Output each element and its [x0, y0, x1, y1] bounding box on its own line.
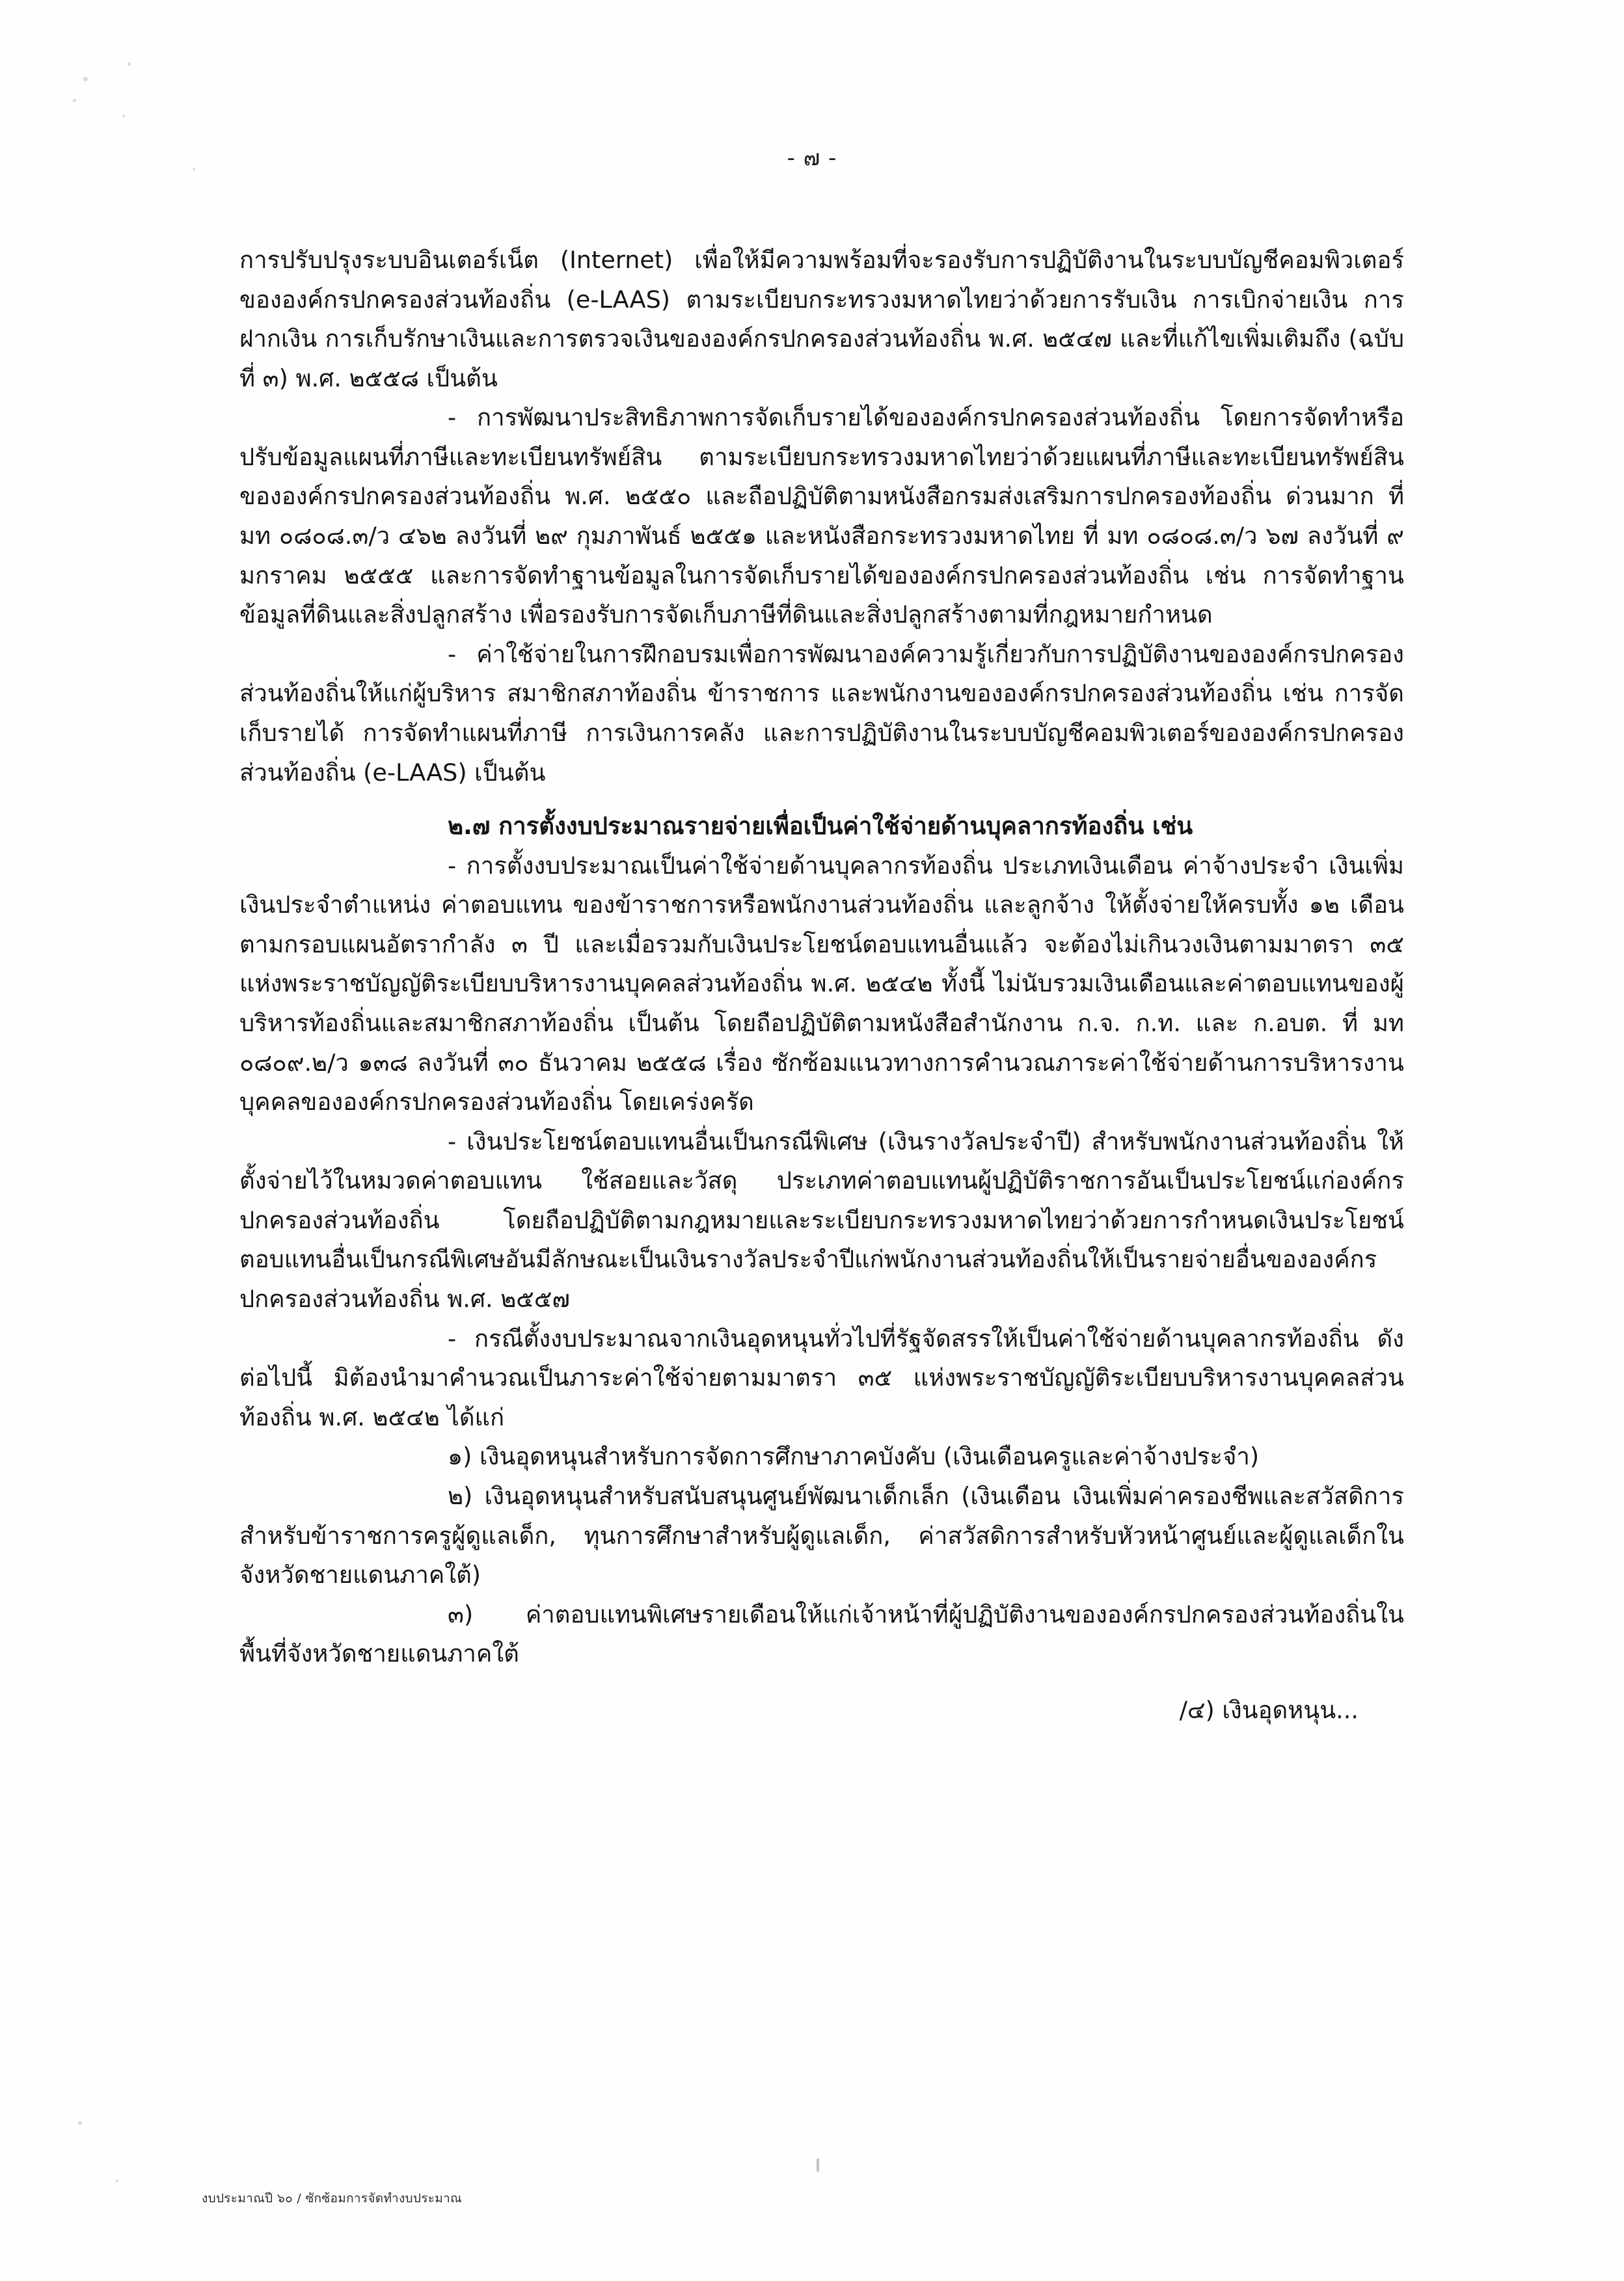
scan-speck: [122, 115, 125, 117]
document-body: [239, 241, 1404, 1730]
scan-speck: [128, 62, 131, 66]
page-number: - ๗ -: [787, 145, 837, 171]
paragraph-6: - กรณีตั้งงบประมาณจากเงินอุดหนุนทั่วไปที่รัฐจัดสรรให้เป็นค่าใช้จ่ายด้านบุคลากรท้องถิ่น ดังต่อไปนี้ มิต้องนำมาคำนวณเป็นภาระค่าใช้จ่ายตามมาตรา ๓๕ แห่งพระราชบัญญัติระเบียบบริหารงานบุคคลส่วนท้องถิ่น พ.ศ. ๒๕๔๒ ได้แก่: [239, 1324, 1404, 1431]
section-heading-2-7: ๒.๗ การตั้งงบประมาณรายจ่ายเพื่อเป็นค่าใช้จ่ายด้านบุคลากรท้องถิ่น เช่น: [448, 812, 1193, 841]
continuation-note: /๔) เงินอุดหนุน...: [1179, 1695, 1359, 1724]
list-item-3: ๓) ค่าตอบแทนพิเศษรายเดือนให้แก่เจ้าหน้าที่ผู้ปฏิบัติงานขององค์กรปกครองส่วนท้องถิ่นในพื้นที่จังหวัดชายแดนภาคใต้: [239, 1600, 1404, 1668]
scan-speck: [83, 77, 88, 81]
paragraph-4: - การตั้งงบประมาณเป็นค่าใช้จ่ายด้านบุคลากรท้องถิ่น ประเภทเงินเดือน ค่าจ้างประจำ เงินเพิ่ม เงินประจำตำแหน่ง ค่าตอบแทน ของข้าราชการหรือพนักงานส่วนท้องถิ่น และลูกจ้าง ให้ตั้งจ่ายให้ครบทั้ง ๑๒ เดือน ตามกรอบแผนอัตรากำลัง ๓ ปี และเมื่อรวมกับเงินประโยชน์ตอบแทนอื่นแล้ว จะต้องไม่เกินวงเงินตามมาตรา ๓๕ แห่งพระราชบัญญัติระเบียบบริหารงานบุคคลส่วนท้องถิ่น พ.ศ. ๒๕๔๒ ทั้งนี้ ไม่นับรวมเงินเดือนและค่าตอบแทนของผู้บริหารท้องถิ่นและสมาชิกสภาท้องถิ่น เป็นต้น โดยถือปฏิบัติตามหนังสือสำนักงาน ก.จ. ก.ท. และ ก.อบต. ที่ มท ๐๘๐๙.๒/ว ๑๓๘ ลงวันที่ ๓๐ ธันวาคม ๒๕๕๘ เรื่อง ซักซ้อมแนวทางการคำนวณภาระค่าใช้จ่ายด้านการบริหารงานบุคคลขององค์กรปกครองส่วนท้องถิ่น โดยเคร่งครัด: [239, 851, 1404, 1116]
paragraph-2: - การพัฒนาประสิทธิภาพการจัดเก็บรายได้ขององค์กรปกครองส่วนท้องถิ่น โดยการจัดทำหรือปรับข้อมูลแผนที่ภาษีและทะเบียนทรัพย์สิน ตามระเบียบกระทรวงมหาดไทยว่าด้วยแผนที่ภาษีและทะเบียนทรัพย์สินขององค์กรปกครองส่วนท้องถิ่น พ.ศ. ๒๕๕๐ และถือปฏิบัติตามหนังสือกรมส่งเสริมการปกครองท้องถิ่น ด่วนมาก ที่ มท ๐๘๐๘.๓/ว ๔๖๒ ลงวันที่ ๒๙ กุมภาพันธ์ ๒๕๕๑ และหนังสือกระทรวงมหาดไทย ที่ มท ๐๘๐๘.๓/ว ๖๗ ลงวันที่ ๙ มกราคม ๒๕๕๕ และการจัดทำฐานข้อมูลในการจัดเก็บรายได้ขององค์กรปกครองส่วนท้องถิ่น เช่น การจัดทำฐานข้อมูลที่ดินและสิ่งปลูกสร้าง เพื่อรองรับการจัดเก็บภาษีที่ดินและสิ่งปลูกสร้างตามที่กฎหมายกำหนด: [239, 403, 1404, 629]
page-footer: งบประมาณปี ๖๐ / ซักซ้อมการจัดทำงบประมาณ: [202, 2191, 462, 2206]
scan-mark: [817, 2159, 819, 2172]
paragraph-1: การปรับปรุงระบบอินเตอร์เน็ต (Internet) เพื่อให้มีความพร้อมที่จะรองรับการปฏิบัติงานในระบบบัญชีคอมพิวเตอร์ขององค์กรปกครองส่วนท้องถิ่น (e-LAAS) ตามระเบียบกระทรวงมหาดไทยว่าด้วยการรับเงิน การเบิกจ่ายเงิน การฝากเงิน การเก็บรักษาเงินและการตรวจเงินขององค์กรปกครองส่วนท้องถิ่น พ.ศ. ๒๕๔๗ และที่แก้ไขเพิ่มเติมถึง (ฉบับที่ ๓) พ.ศ. ๒๕๕๘ เป็นต้น: [239, 246, 1404, 392]
list-item-1: ๑) เงินอุดหนุนสำหรับการจัดการศึกษาภาคบังคับ (เงินเดือนครูและค่าจ้างประจำ): [448, 1442, 1260, 1471]
scan-speck: [116, 2180, 118, 2182]
list-item-2: ๒) เงินอุดหนุนสำหรับสนับสนุนศูนย์พัฒนาเด็กเล็ก (เงินเดือน เงินเพิ่มค่าครองชีพและสวัสดิการ สำหรับข้าราชการครูผู้ดูแลเด็ก, ทุนการศึกษาสำหรับผู้ดูแลเด็ก, ค่าสวัสดิการสำหรับหัวหน้าศูนย์และผู้ดูแลเด็กในจังหวัดชายแดนภาคใต้): [239, 1481, 1404, 1589]
paragraph-5: - เงินประโยชน์ตอบแทนอื่นเป็นกรณีพิเศษ (เงินรางวัลประจำปี) สำหรับพนักงานส่วนท้องถิ่น ให้ตั้งจ่ายไว้ในหมวดค่าตอบแทน ใช้สอยและวัสดุ ประเภทค่าตอบแทนผู้ปฏิบัติราชการอันเป็นประโยชน์แก่องค์กรปกครองส่วนท้องถิ่น โดยถือปฏิบัติตามกฎหมายและระเบียบกระทรวงมหาดไทยว่าด้วยการกำหนดเงินประโยชน์ตอบแทนอื่นเป็นกรณีพิเศษอันมีลักษณะเป็นเงินรางวัลประจำปีแก่พนักงานส่วนท้องถิ่นให้เป็นรายจ่ายอื่นขององค์กรปกครองส่วนท้องถิ่น พ.ศ. ๒๕๕๗: [239, 1127, 1404, 1314]
paragraph-3: - ค่าใช้จ่ายในการฝึกอบรมเพื่อการพัฒนาองค์ความรู้เกี่ยวกับการปฏิบัติงานขององค์กรปกครองส่วนท้องถิ่นให้แก่ผู้บริหาร สมาชิกสภาท้องถิ่น ข้าราชการ และพนักงานขององค์กรปกครองส่วนท้องถิ่น เช่น การจัดเก็บรายได้ การจัดทำแผนที่ภาษี การเงินการคลัง และการปฏิบัติงานในระบบบัญชีคอมพิวเตอร์ขององค์กรปกครองส่วนท้องถิ่น (e-LAAS) เป็นต้น: [239, 640, 1404, 787]
scan-speck: [73, 99, 76, 102]
scan-speck: [78, 2121, 82, 2125]
